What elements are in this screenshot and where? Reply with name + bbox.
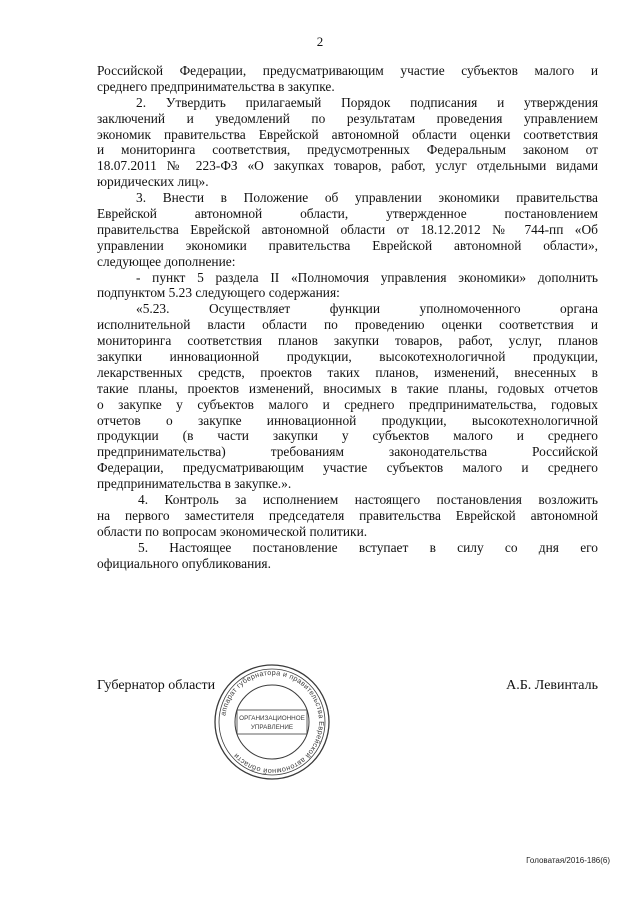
text-line: на первого заместителя председателя правительства Еврейской автономной bbox=[97, 507, 598, 523]
text-line: 18.07.2011 № 223-ФЗ «О закупках товаров, работ, услуг отдельными видами bbox=[97, 158, 598, 174]
text-line: юридических лиц». bbox=[97, 174, 209, 190]
text-line: отчетов о закупке инновационной продукции, высокотехнологичной bbox=[97, 412, 598, 428]
document-code: Головатая/2016-186(6) bbox=[526, 856, 610, 865]
text-line: - пункт 5 раздела II «Полномочия управления экономики» дополнить bbox=[136, 269, 598, 285]
text-line: лекарственных средств, проектов таких планов, изменений, внесенных в bbox=[97, 364, 598, 380]
text-line: области по вопросам экономической политики. bbox=[97, 523, 368, 539]
text-line: такие планы, проектов изменений, вносимых в такие планы, годовых отчетов bbox=[97, 380, 598, 396]
text-line: управлении экономики правительства Еврейской автономной области», bbox=[97, 237, 598, 253]
signature-title: Губернатор области bbox=[97, 678, 216, 693]
text-line: Еврейской автономной области, утвержденное постановлением bbox=[97, 206, 598, 222]
document-body bbox=[97, 63, 598, 572]
text-line: среднего предпринимательства в закупке. bbox=[97, 78, 335, 94]
text-line: подпунктом 5.23 следующего содержания: bbox=[97, 285, 340, 301]
text-line: заключений и уведомлений по результатам проведения управлением bbox=[97, 110, 598, 126]
stamp-ring-text: аппарат губернатора и правительства Еврейской автономной области bbox=[218, 667, 327, 777]
text-line: исполнительной власти области по проведению оценки соответствия и bbox=[97, 317, 598, 333]
text-line: 2. Утвердить прилагаемый Порядок подписания и утверждения bbox=[136, 94, 598, 110]
text-line: 5. Настоящее постановление вступает в силу со дня его bbox=[138, 539, 598, 555]
text-line: закупки инновационной продукции, высокотехнологичной продукции, bbox=[97, 349, 598, 365]
text-line: о закупке у субъектов малого и среднего предпринимательства, годовых bbox=[97, 396, 598, 412]
text-line: предпринимательства) требованиям законодательства Российской bbox=[97, 444, 598, 460]
text-line: следующее дополнение: bbox=[97, 253, 236, 269]
text-line: мониторинга соответствия планов закупки товаров, работ, услуг, планов bbox=[97, 333, 598, 349]
text-line: 4. Контроль за исполнением настоящего постановления возложить bbox=[138, 492, 598, 508]
text-line: Российской Федерации, предусматривающим участие субъектов малого и bbox=[97, 63, 598, 78]
text-line: 3. Внести в Положение об управлении экономики правительства bbox=[136, 190, 598, 206]
text-line: и мониторинга соответствия, предусмотренных Федеральным законом от bbox=[97, 142, 598, 158]
text-line: предпринимательства в закупке.». bbox=[97, 476, 292, 492]
text-line: Федерации, предусматривающим участие субъектов малого и среднего bbox=[97, 460, 598, 476]
text-line: официального опубликования. bbox=[97, 555, 271, 571]
stamp-center-text-2: УПРАВЛЕНИЕ bbox=[250, 724, 294, 731]
text-line: продукции (в части закупки у субъектов малого и среднего bbox=[97, 428, 598, 444]
text-line: экономик правительства Еврейской автономной области оценки соответствия bbox=[97, 126, 598, 142]
signature-name: А.Б. Левинталь bbox=[506, 678, 598, 693]
text-line: правительства Еврейской автономной области от 18.12.2012 № 744-пп «Об bbox=[97, 221, 598, 237]
official-stamp bbox=[212, 662, 332, 782]
page-number: 2 bbox=[316, 34, 324, 49]
text-line: «5.23. Осуществляет функции уполномоченного органа bbox=[136, 301, 598, 317]
stamp-center-text-1: ОРГАНИЗАЦИОННОЕ bbox=[239, 715, 305, 722]
